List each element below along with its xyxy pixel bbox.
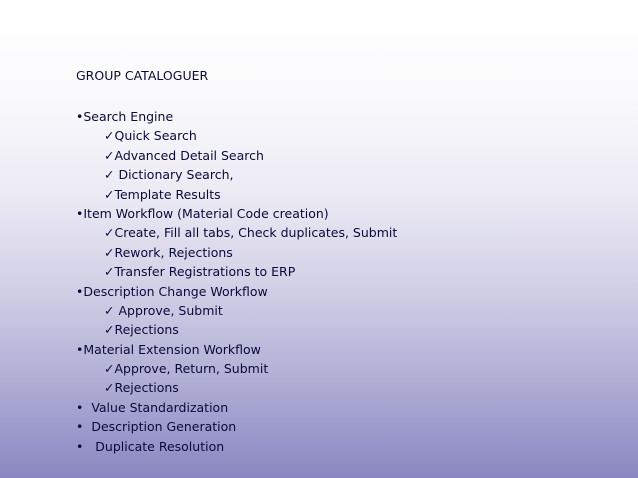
checkmark-icon: ✓ [104,380,115,396]
checklist-item [76,301,397,320]
item-text: Rejections [114,322,179,338]
checkmark-icon: ✓ [104,147,115,163]
bullet-icon: • [76,399,84,415]
item-text: Item Workflow (Material Code creation) [83,205,329,221]
checklist-item [76,262,397,281]
item-text: Rework, Rejections [114,244,233,260]
checkmark-icon: ✓ [104,167,115,183]
bullet-icon: • [76,109,84,124]
bullet-item [76,398,397,417]
item-text: Duplicate Resolution [83,438,225,454]
item-text: Description Change Workflow [83,283,268,299]
item-text: Create, Fill all tabs, Check duplicates, Submit [114,225,398,241]
checkmark-icon: ✓ [104,302,115,318]
checklist-item [76,223,397,242]
item-text: Template Results [114,186,221,202]
checkmark-icon: ✓ [104,322,115,338]
checklist-item [76,146,397,165]
bullet-item [76,340,397,359]
checklist-item [76,378,397,397]
checklist-item [76,185,397,204]
checkmark-icon: ✓ [104,361,115,377]
checklist-item [76,165,397,184]
bullet-item [76,417,397,436]
checklist-item [76,243,397,262]
bullet-icon: • [76,419,84,435]
bullet-item [76,204,397,223]
item-text: Material Extension Workflow [83,341,261,357]
bullet-list [76,107,397,456]
item-text: Approve, Return, Submit [114,361,269,377]
bullet-icon: • [76,438,84,454]
checkmark-icon: ✓ [104,186,115,202]
item-text: Approve, Submit [114,302,223,318]
checklist-item [76,126,397,145]
bullet-icon: • [76,205,84,221]
checklist-item [76,359,397,378]
item-text: Description Generation [83,419,237,435]
bullet-item [76,437,397,456]
item-text: Quick Search [114,128,197,144]
bullet-item [76,107,397,126]
item-text: Transfer Registrations to ERP [114,264,296,280]
slide-title: GROUP CATALOGUER [76,68,209,83]
checklist-item [76,320,397,339]
checkmark-icon: ✓ [104,264,115,280]
item-text: Value Standardization [83,399,229,415]
item-text: Rejections [114,380,179,396]
bullet-item [76,282,397,301]
bullet-icon: • [76,283,84,299]
bullet-icon: • [76,341,84,357]
item-text: Advanced Detail Search [114,147,264,163]
checkmark-icon: ✓ [104,244,115,260]
item-text: Search Engine [83,109,174,124]
checkmark-icon: ✓ [104,128,115,144]
checkmark-icon: ✓ [104,225,115,241]
item-text: Dictionary Search, [114,167,234,183]
